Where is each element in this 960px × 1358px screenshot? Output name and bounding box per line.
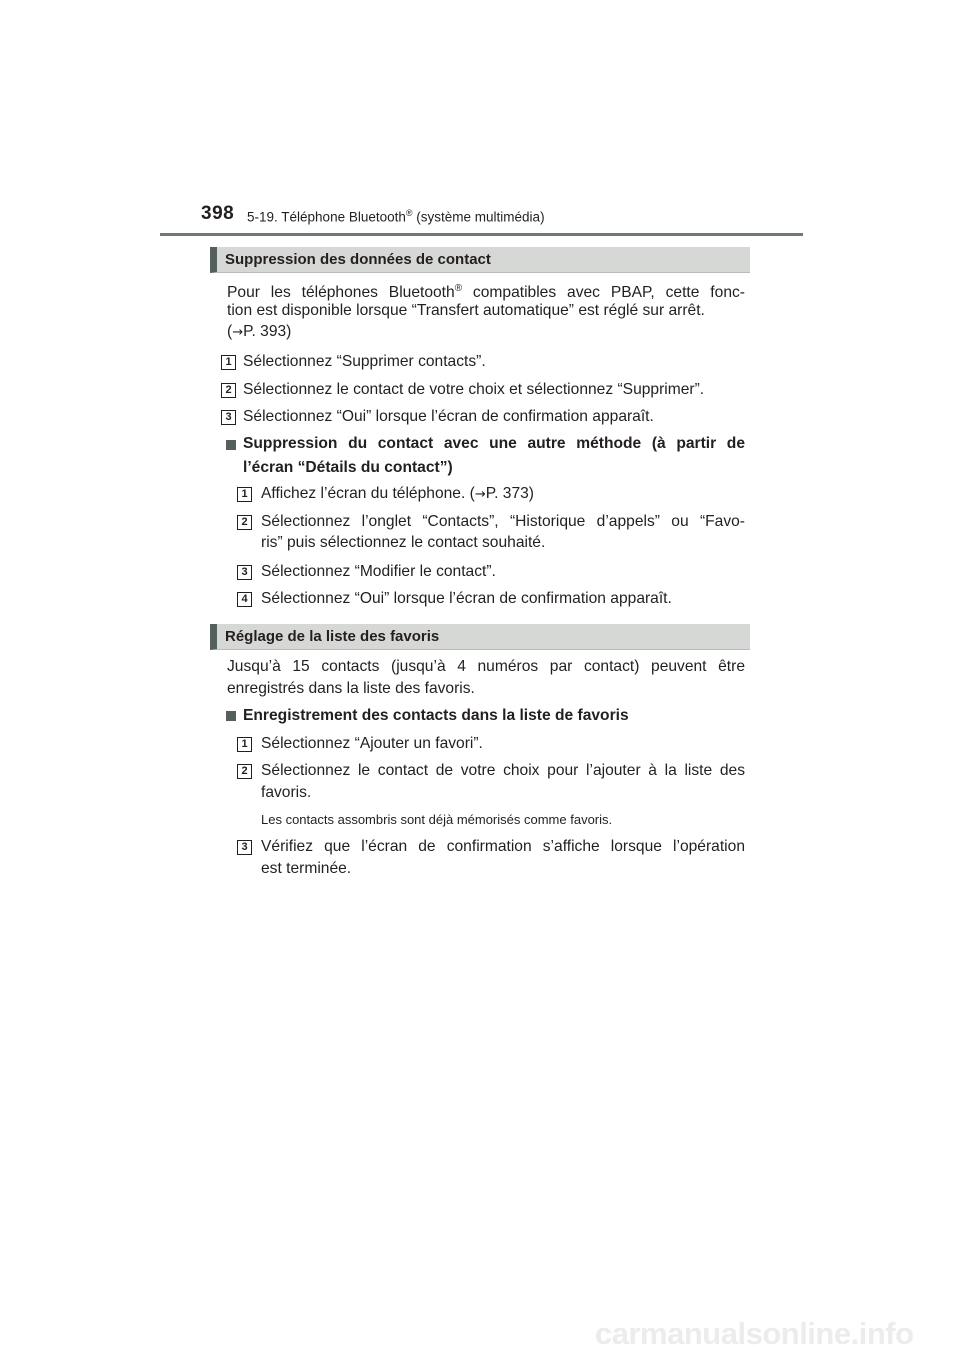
sub-step-item	[237, 560, 751, 584]
step-number-badge: 2	[221, 383, 236, 398]
running-header	[247, 208, 545, 225]
step-text-line-1: Sélectionnez l’onglet “Contacts”, “Historique d’appels” ou “Favo-	[261, 513, 745, 530]
step-number-badge: 4	[237, 592, 252, 607]
header-rule	[160, 233, 803, 236]
registered-mark: ®	[405, 208, 413, 218]
step-text-line-2: est terminée.	[261, 860, 352, 877]
step-text-line-2: favoris.	[261, 784, 312, 801]
sub-step-item	[237, 482, 751, 506]
sub-step-item	[237, 732, 751, 756]
step-text: Sélectionnez “Modifier le contact”.	[261, 563, 496, 580]
square-bullet-icon	[226, 440, 236, 450]
sub-step-item	[237, 759, 751, 807]
section-heading-suppression	[210, 247, 750, 273]
intro-line-2: enregistrés dans la liste des favoris.	[227, 680, 475, 697]
page-reference-link[interactable]: P. 373)	[485, 485, 534, 502]
sub-step-item	[237, 510, 751, 558]
chapter-title-prefix: 5-19. Téléphone Bluetooth	[247, 209, 406, 225]
arrow-right-icon: →	[474, 487, 486, 502]
step-text: Sélectionnez “Oui” lorsque l’écran de confirmation apparaît.	[261, 590, 672, 607]
step-number-badge: 2	[237, 515, 252, 530]
square-bullet-icon	[226, 711, 236, 721]
registered-mark: ®	[454, 282, 463, 294]
intro-line-3: (→P. 393)	[227, 323, 292, 340]
step-text: Sélectionnez “Ajouter un favori”.	[261, 735, 483, 752]
step-text-line-1: Sélectionnez le contact de votre choix pour l’ajouter à la liste des	[261, 762, 745, 779]
step-text: Affichez l’écran du téléphone. (→P. 373)	[261, 485, 534, 502]
step-text: Sélectionnez le contact de votre choix et sélectionnez “Supprimer”.	[243, 381, 705, 398]
intro-line-2: tion est disponible lorsque “Transfert automatique” est réglé sur arrêt.	[227, 302, 705, 319]
step-number-badge: 1	[237, 737, 252, 752]
intro-line-1: Jusqu’à 15 contacts (jusqu’à 4 numéros par contact) peuvent être	[227, 658, 745, 675]
arrow-right-icon: →	[232, 325, 244, 340]
subheading-line-2: l’écran “Détails du contact”)	[243, 459, 453, 476]
section-heading-text: Réglage de la liste des favoris	[225, 628, 440, 645]
step-number-badge: 3	[237, 565, 252, 580]
step-number-badge: 3	[221, 410, 236, 425]
step-number-badge: 1	[221, 355, 236, 370]
note-text: Les contacts assombris sont déjà mémorisés comme favoris.	[261, 812, 613, 827]
page-number: 398	[201, 203, 235, 224]
subheading-line-1: Suppression du contact avec une autre méthode (à partir de	[243, 435, 745, 452]
step-text-line-2: ris” puis sélectionnez le contact souhaité.	[261, 534, 546, 551]
watermark: carmanualsonline.info	[595, 1316, 914, 1351]
sub-step-item	[237, 835, 751, 883]
step-item	[221, 405, 751, 429]
step-number-badge: 3	[237, 840, 252, 855]
step-text: Sélectionnez “Supprimer contacts”.	[243, 353, 486, 370]
step-text: Sélectionnez “Oui” lorsque l’écran de confirmation apparaît.	[243, 408, 654, 425]
section-heading-text: Suppression des données de contact	[225, 251, 491, 268]
step-number-badge: 2	[237, 764, 252, 779]
section-heading-favoris	[210, 624, 750, 650]
step-text-line-1: Vérifiez que l’écran de confirmation s’affiche lorsque l’opération	[261, 838, 745, 855]
step-item	[221, 378, 751, 402]
page-reference-link[interactable]: P. 393)	[243, 323, 292, 340]
sub-step-item	[237, 587, 751, 611]
step-item	[221, 350, 751, 374]
step-number-badge: 1	[237, 487, 252, 502]
chapter-title-suffix: (système multimédia)	[412, 209, 545, 225]
intro-line-1: Pour les téléphones Bluetooth® compatibles avec PBAP, cette fonc-	[227, 282, 745, 301]
subheading: Enregistrement des contacts dans la liste de favoris	[243, 707, 629, 724]
